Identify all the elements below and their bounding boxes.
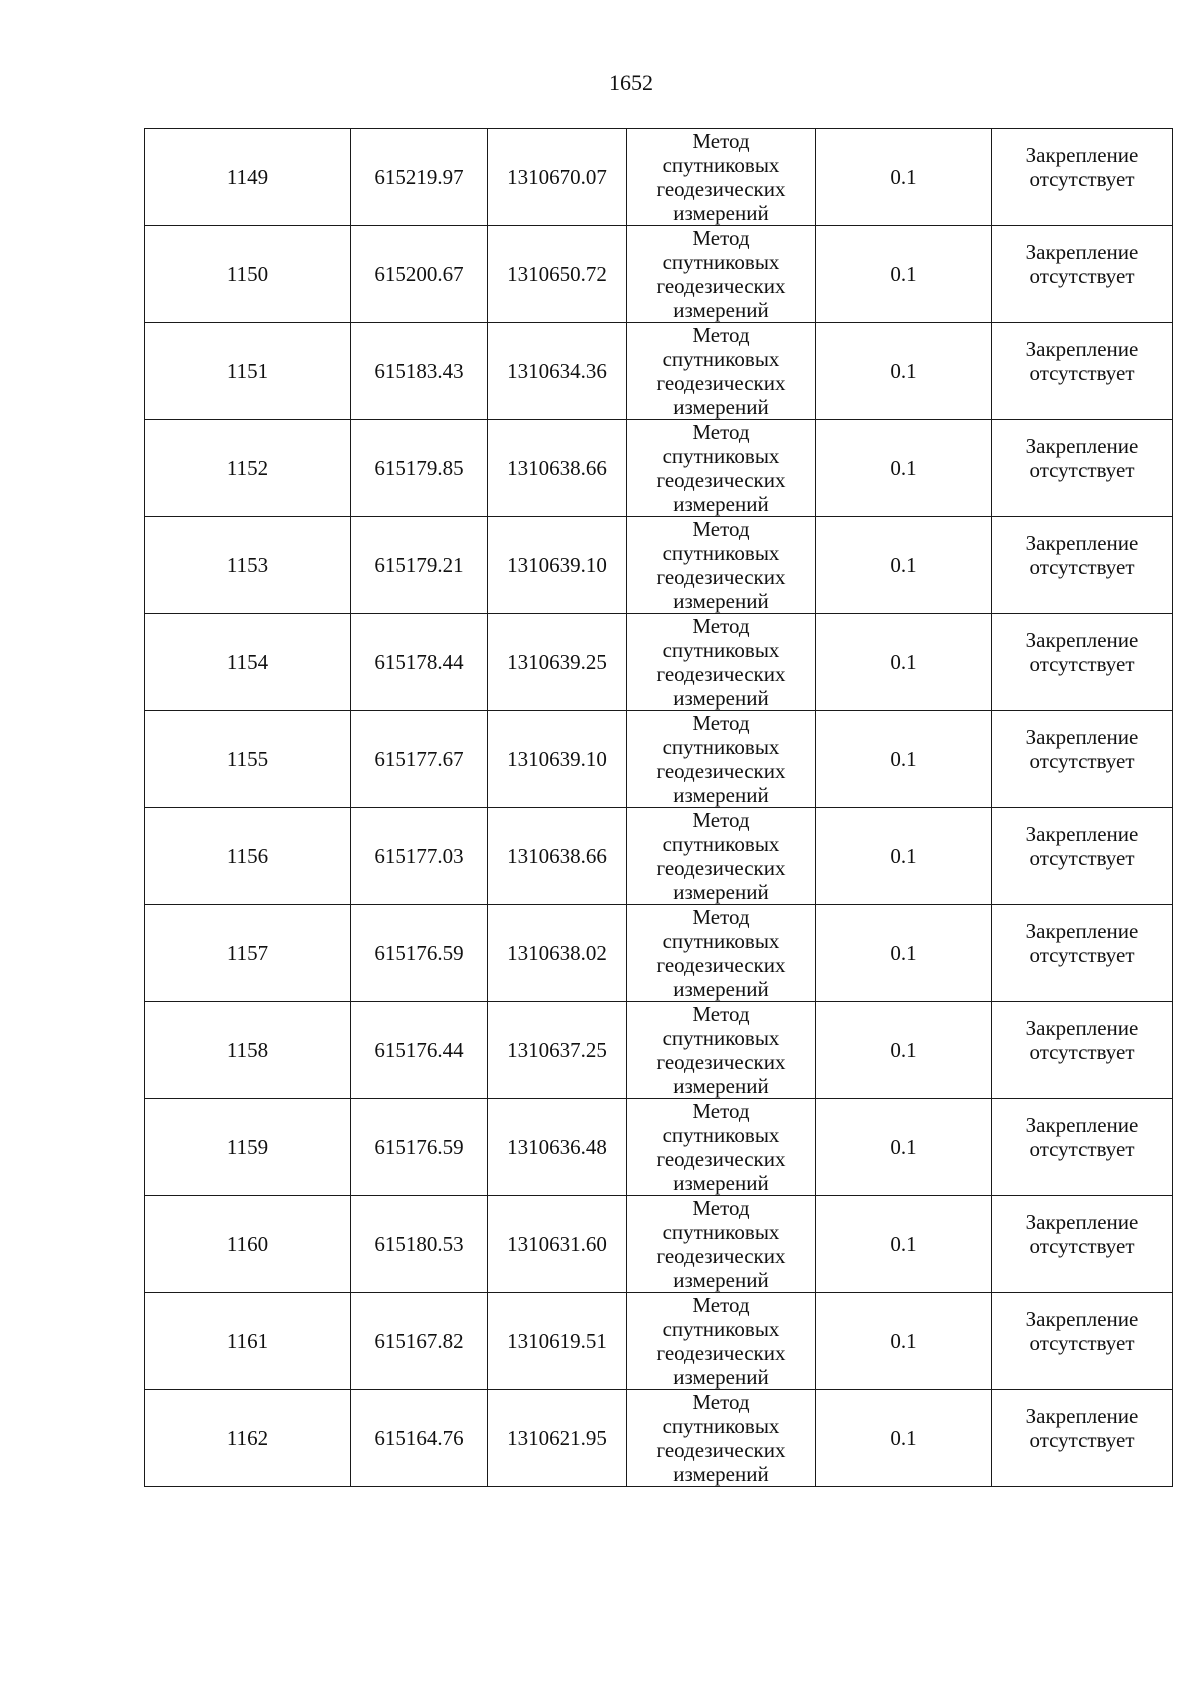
method-line: геодезических [656, 856, 786, 880]
fixing-cell [992, 1002, 1173, 1099]
method-line: геодезических [656, 565, 786, 589]
table-row [145, 1196, 1173, 1293]
point-number-cell: 1160 [145, 1196, 351, 1293]
method-cell [627, 1390, 816, 1487]
y-coordinate-cell: 1310670.07 [488, 129, 627, 226]
point-number-cell: 1157 [145, 905, 351, 1002]
fixing-text [996, 725, 1168, 773]
fixing-text [996, 1210, 1168, 1258]
method-line: Метод [692, 226, 750, 250]
method-line: спутниковых [662, 1317, 780, 1341]
fixing-cell [992, 1196, 1173, 1293]
fixing-cell [992, 226, 1173, 323]
point-number-cell: 1149 [145, 129, 351, 226]
fixing-line: отсутствует [1029, 1137, 1135, 1161]
point-number-cell: 1155 [145, 711, 351, 808]
fixing-text [996, 240, 1168, 288]
accuracy-cell: 0.1 [816, 808, 992, 905]
accuracy-cell: 0.1 [816, 1099, 992, 1196]
fixing-line: отсутствует [1029, 749, 1135, 773]
method-line: Метод [692, 1002, 750, 1026]
method-line: спутниковых [662, 929, 780, 953]
table-row [145, 905, 1173, 1002]
fixing-line: отсутствует [1029, 943, 1135, 967]
method-line: Метод [692, 1196, 750, 1220]
method-line: измерений [673, 298, 769, 322]
y-coordinate-cell: 1310637.25 [488, 1002, 627, 1099]
table-row [145, 1002, 1173, 1099]
method-line: спутниковых [662, 541, 780, 565]
method-line: Метод [692, 614, 750, 638]
fixing-cell [992, 517, 1173, 614]
method-line: геодезических [656, 1244, 786, 1268]
table-body [145, 129, 1173, 1487]
method-line: измерений [673, 589, 769, 613]
y-coordinate-cell: 1310636.48 [488, 1099, 627, 1196]
fixing-line: отсутствует [1029, 167, 1135, 191]
method-line: измерений [673, 686, 769, 710]
fixing-line: отсутствует [1029, 652, 1135, 676]
table-row [145, 1390, 1173, 1487]
method-line: измерений [673, 201, 769, 225]
fixing-line: отсутствует [1029, 361, 1135, 385]
fixing-cell [992, 614, 1173, 711]
fixing-line: Закрепление [1025, 725, 1139, 749]
method-line: спутниковых [662, 444, 780, 468]
y-coordinate-cell: 1310638.66 [488, 808, 627, 905]
x-coordinate-cell: 615179.21 [351, 517, 488, 614]
point-number-cell: 1156 [145, 808, 351, 905]
x-coordinate-cell: 615200.67 [351, 226, 488, 323]
point-number-cell: 1159 [145, 1099, 351, 1196]
method-cell [627, 1196, 816, 1293]
fixing-line: отсутствует [1029, 1331, 1135, 1355]
point-number-cell: 1162 [145, 1390, 351, 1487]
fixing-line: Закрепление [1025, 143, 1139, 167]
x-coordinate-cell: 615167.82 [351, 1293, 488, 1390]
accuracy-cell: 0.1 [816, 323, 992, 420]
method-line: геодезических [656, 1050, 786, 1074]
y-coordinate-cell: 1310634.36 [488, 323, 627, 420]
fixing-line: Закрепление [1025, 1016, 1139, 1040]
point-number-cell: 1154 [145, 614, 351, 711]
method-line: геодезических [656, 1147, 786, 1171]
y-coordinate-cell: 1310621.95 [488, 1390, 627, 1487]
fixing-cell [992, 420, 1173, 517]
method-line: геодезических [656, 1341, 786, 1365]
fixing-line: Закрепление [1025, 822, 1139, 846]
method-line: Метод [692, 1390, 750, 1414]
coordinates-table [144, 128, 1173, 1487]
fixing-cell [992, 905, 1173, 1002]
fixing-line: отсутствует [1029, 458, 1135, 482]
accuracy-cell: 0.1 [816, 614, 992, 711]
method-line: Метод [692, 517, 750, 541]
accuracy-cell: 0.1 [816, 1293, 992, 1390]
method-line: измерений [673, 1171, 769, 1195]
point-number-cell: 1150 [145, 226, 351, 323]
fixing-text [996, 531, 1168, 579]
fixing-line: Закрепление [1025, 919, 1139, 943]
fixing-text [996, 1016, 1168, 1064]
x-coordinate-cell: 615176.59 [351, 905, 488, 1002]
accuracy-cell: 0.1 [816, 1002, 992, 1099]
method-line: Метод [692, 905, 750, 929]
fixing-line: Закрепление [1025, 628, 1139, 652]
y-coordinate-cell: 1310619.51 [488, 1293, 627, 1390]
table-row [145, 226, 1173, 323]
method-cell [627, 226, 816, 323]
method-line: Метод [692, 711, 750, 735]
accuracy-cell: 0.1 [816, 711, 992, 808]
fixing-line: Закрепление [1025, 531, 1139, 555]
fixing-line: Закрепление [1025, 434, 1139, 458]
fixing-text [996, 1307, 1168, 1355]
method-line: Метод [692, 323, 750, 347]
method-line: геодезических [656, 371, 786, 395]
method-line: спутниковых [662, 347, 780, 371]
method-line: измерений [673, 395, 769, 419]
table-row [145, 711, 1173, 808]
accuracy-cell: 0.1 [816, 1196, 992, 1293]
x-coordinate-cell: 615176.44 [351, 1002, 488, 1099]
fixing-text [996, 1113, 1168, 1161]
x-coordinate-cell: 615183.43 [351, 323, 488, 420]
method-cell [627, 614, 816, 711]
method-line: измерений [673, 1462, 769, 1486]
method-cell [627, 711, 816, 808]
method-line: геодезических [656, 274, 786, 298]
fixing-text [996, 919, 1168, 967]
method-line: спутниковых [662, 1414, 780, 1438]
method-line: Метод [692, 808, 750, 832]
fixing-cell [992, 1390, 1173, 1487]
method-line: геодезических [656, 1438, 786, 1462]
fixing-line: Закрепление [1025, 1404, 1139, 1428]
method-line: спутниковых [662, 250, 780, 274]
method-line: геодезических [656, 468, 786, 492]
fixing-line: Закрепление [1025, 240, 1139, 264]
method-line: измерений [673, 977, 769, 1001]
page-number: 1652 [609, 70, 653, 95]
fixing-line: Закрепление [1025, 1113, 1139, 1137]
y-coordinate-cell: 1310638.66 [488, 420, 627, 517]
x-coordinate-cell: 615177.67 [351, 711, 488, 808]
accuracy-cell: 0.1 [816, 1390, 992, 1487]
fixing-line: Закрепление [1025, 1307, 1139, 1331]
fixing-cell [992, 1293, 1173, 1390]
table-row [145, 1099, 1173, 1196]
table-row [145, 614, 1173, 711]
fixing-line: отсутствует [1029, 264, 1135, 288]
fixing-line: отсутствует [1029, 846, 1135, 870]
method-cell [627, 1002, 816, 1099]
accuracy-cell: 0.1 [816, 420, 992, 517]
x-coordinate-cell: 615180.53 [351, 1196, 488, 1293]
method-line: спутниковых [662, 1026, 780, 1050]
method-cell [627, 808, 816, 905]
method-line: Метод [692, 420, 750, 444]
y-coordinate-cell: 1310650.72 [488, 226, 627, 323]
accuracy-cell: 0.1 [816, 905, 992, 1002]
fixing-line: отсутствует [1029, 1428, 1135, 1452]
fixing-text [996, 628, 1168, 676]
fixing-line: Закрепление [1025, 1210, 1139, 1234]
accuracy-cell: 0.1 [816, 226, 992, 323]
method-cell [627, 905, 816, 1002]
y-coordinate-cell: 1310631.60 [488, 1196, 627, 1293]
fixing-cell [992, 711, 1173, 808]
method-line: измерений [673, 492, 769, 516]
fixing-cell [992, 808, 1173, 905]
point-number-cell: 1151 [145, 323, 351, 420]
accuracy-cell: 0.1 [816, 129, 992, 226]
fixing-text [996, 822, 1168, 870]
fixing-line: отсутствует [1029, 1040, 1135, 1064]
fixing-line: отсутствует [1029, 1234, 1135, 1258]
method-line: измерений [673, 1365, 769, 1389]
table-row [145, 808, 1173, 905]
table-row [145, 517, 1173, 614]
method-line: измерений [673, 880, 769, 904]
fixing-cell [992, 1099, 1173, 1196]
method-cell [627, 1099, 816, 1196]
point-number-cell: 1161 [145, 1293, 351, 1390]
accuracy-cell: 0.1 [816, 517, 992, 614]
y-coordinate-cell: 1310639.10 [488, 711, 627, 808]
method-cell [627, 517, 816, 614]
fixing-line: отсутствует [1029, 555, 1135, 579]
y-coordinate-cell: 1310639.10 [488, 517, 627, 614]
point-number-cell: 1158 [145, 1002, 351, 1099]
x-coordinate-cell: 615219.97 [351, 129, 488, 226]
x-coordinate-cell: 615164.76 [351, 1390, 488, 1487]
method-line: геодезических [656, 953, 786, 977]
y-coordinate-cell: 1310639.25 [488, 614, 627, 711]
method-cell [627, 323, 816, 420]
method-line: спутниковых [662, 832, 780, 856]
method-line: измерений [673, 1074, 769, 1098]
point-number-cell: 1153 [145, 517, 351, 614]
method-line: спутниковых [662, 638, 780, 662]
method-line: спутниковых [662, 735, 780, 759]
table-row [145, 1293, 1173, 1390]
method-line: Метод [692, 1293, 750, 1317]
method-line: геодезических [656, 177, 786, 201]
x-coordinate-cell: 615178.44 [351, 614, 488, 711]
table-row [145, 129, 1173, 226]
y-coordinate-cell: 1310638.02 [488, 905, 627, 1002]
method-line: геодезических [656, 662, 786, 686]
fixing-text [996, 337, 1168, 385]
fixing-cell [992, 129, 1173, 226]
fixing-text [996, 1404, 1168, 1452]
method-line: геодезических [656, 759, 786, 783]
fixing-line: Закрепление [1025, 337, 1139, 361]
method-cell [627, 129, 816, 226]
method-line: измерений [673, 783, 769, 807]
method-line: Метод [692, 1099, 750, 1123]
method-line: спутниковых [662, 153, 780, 177]
point-number-cell: 1152 [145, 420, 351, 517]
fixing-text [996, 434, 1168, 482]
table-row [145, 420, 1173, 517]
method-line: спутниковых [662, 1123, 780, 1147]
method-cell [627, 1293, 816, 1390]
x-coordinate-cell: 615179.85 [351, 420, 488, 517]
method-line: Метод [692, 129, 750, 153]
x-coordinate-cell: 615177.03 [351, 808, 488, 905]
table-row [145, 323, 1173, 420]
x-coordinate-cell: 615176.59 [351, 1099, 488, 1196]
method-line: спутниковых [662, 1220, 780, 1244]
method-line: измерений [673, 1268, 769, 1292]
fixing-text [996, 143, 1168, 191]
fixing-cell [992, 323, 1173, 420]
method-cell [627, 420, 816, 517]
